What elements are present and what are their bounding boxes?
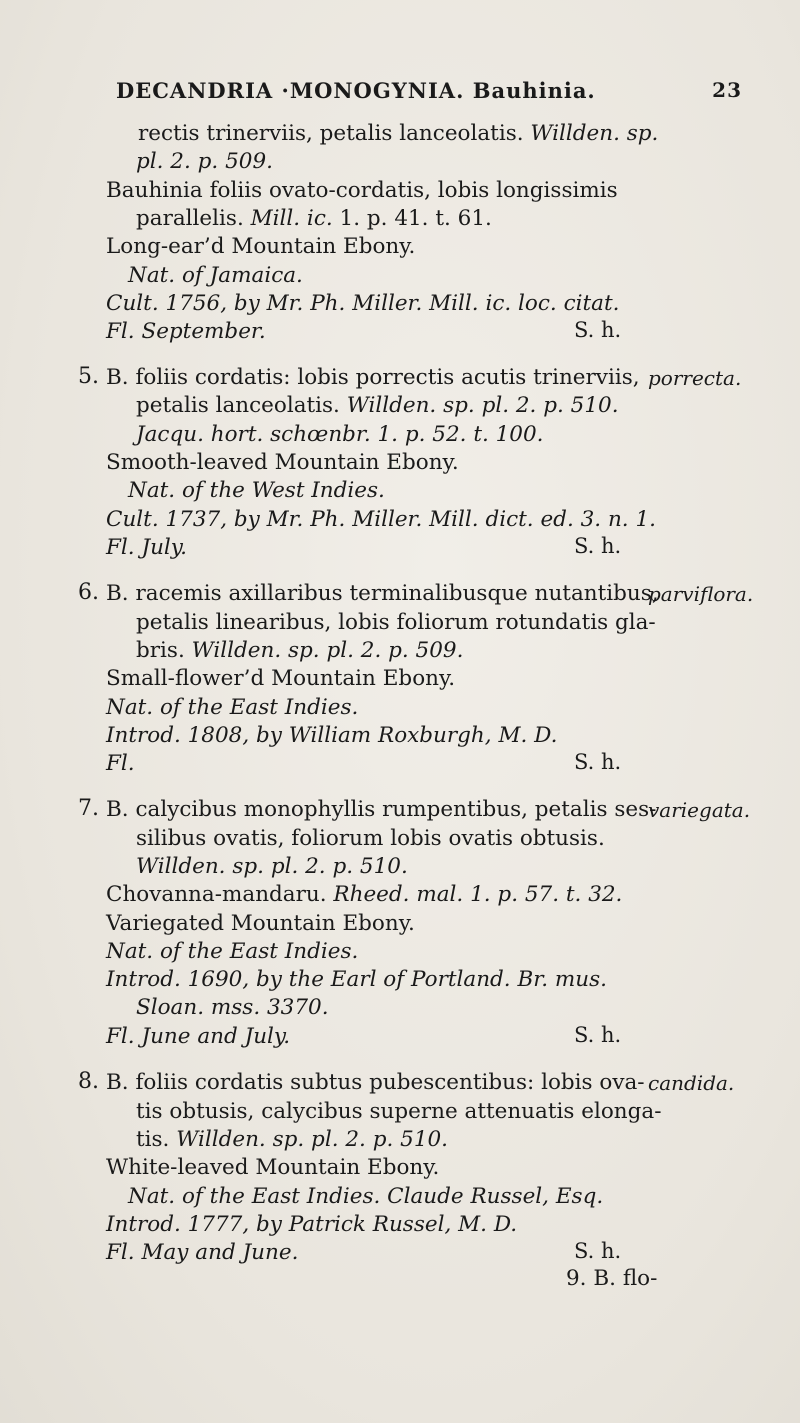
- habit-symbol: S. h.: [574, 318, 622, 342]
- reference: Mill. ic.: [250, 206, 333, 231]
- reference: Mill. dict. ed. 3. n. 1.: [429, 507, 656, 532]
- species-epithet: variegata.: [648, 798, 751, 822]
- species-number: 5.: [78, 364, 99, 389]
- flowering-time: Fl. May and June.: [106, 1240, 299, 1265]
- reference: Willden. sp. pl. 2. p. 509.: [191, 638, 464, 663]
- flowering-time: Fl. September.: [106, 319, 266, 344]
- diagnosis-line: B. foliis cordatis subtus pubescentibus: lobis ova-: [106, 1070, 645, 1095]
- diagnosis-line: petalis lanceolatis.: [136, 393, 340, 418]
- diagnosis-line: silibus ovatis, foliorum lobis ovatis obtusis.: [136, 826, 605, 851]
- habit-symbol: S. h.: [574, 1239, 622, 1263]
- reference: Willden. sp. pl. 2. p. 510.: [136, 854, 408, 879]
- species-epithet: parviflora.: [648, 582, 754, 606]
- species-number: 8.: [78, 1069, 99, 1094]
- species-number: 7.: [78, 796, 99, 821]
- introduction: Introd. 1690, by the Earl of Portland.: [106, 967, 511, 992]
- synonym-line: Chovanna-mandaru.: [106, 882, 327, 907]
- species-epithet: candida.: [648, 1071, 735, 1095]
- reference: pl. 2. p. 509.: [136, 149, 273, 174]
- page-number: 23: [712, 78, 742, 102]
- diagnosis-line: tis.: [136, 1127, 170, 1152]
- habit-symbol: S. h.: [574, 1023, 622, 1047]
- diagnosis-line: B. calycibus monophyllis rumpentibus, petalis ses-: [106, 797, 657, 822]
- reference: Willden. sp.: [530, 121, 659, 146]
- native-range: Nat. of the East Indies.: [106, 939, 359, 964]
- catchword: 9. B. flo-: [566, 1266, 658, 1291]
- flowering-time: Fl. July.: [106, 535, 187, 560]
- reference: Rheed. mal. 1. p. 57. t. 32.: [333, 882, 623, 907]
- species-epithet: porrecta.: [648, 366, 742, 390]
- species-number: 6.: [78, 580, 99, 605]
- synonym-line: Bauhinia foliis ovato-cordatis, lobis longissimis: [106, 178, 618, 203]
- reference: 1. p. 41. t. 61.: [339, 206, 492, 231]
- native-range: Nat. of the East Indies.: [128, 1184, 381, 1209]
- running-title: DECANDRIA ·MONOGYNIA. Bauhinia.: [116, 78, 596, 103]
- flowering-time: Fl.: [106, 751, 135, 776]
- synonym-line: parallelis.: [136, 206, 244, 231]
- native-range: Nat. of the West Indies.: [128, 478, 385, 503]
- habit-symbol: S. h.: [574, 534, 622, 558]
- reference: Br. mus.: [517, 967, 607, 992]
- native-range: Nat. of the East Indies.: [106, 695, 359, 720]
- cultivation: Cult. 1737, by Mr. Ph. Miller.: [106, 507, 423, 532]
- common-name: Small-flower’d Mountain Ebony.: [106, 666, 456, 691]
- flowering-time: Fl. June and July.: [106, 1024, 291, 1049]
- diagnosis-line: bris.: [136, 638, 185, 663]
- diagnosis-line: tis obtusis, calycibus superne attenuatis elonga-: [136, 1099, 662, 1124]
- introduction: Introd. 1777, by Patrick Russel, M. D.: [106, 1212, 518, 1237]
- cultivation: Cult. 1756, by Mr. Ph. Miller.: [106, 291, 423, 316]
- reference: Willden. sp. pl. 2. p. 510.: [176, 1127, 449, 1152]
- reference: Sloan. mss. 3370.: [136, 995, 329, 1020]
- common-name: Smooth-leaved Mountain Ebony.: [106, 450, 459, 475]
- introduction: Introd. 1808, by William Roxburgh, M. D.: [106, 723, 558, 748]
- reference: Willden. sp. pl. 2. p. 510.: [346, 393, 619, 418]
- diagnosis-line: B. foliis cordatis: lobis porrectis acutis trinerviis,: [106, 365, 640, 390]
- reference: Claude Russel, Esq.: [387, 1184, 604, 1209]
- native-range: Nat. of Jamaica.: [128, 263, 303, 288]
- common-name: White-leaved Mountain Ebony.: [106, 1155, 440, 1180]
- habit-symbol: S. h.: [574, 750, 622, 774]
- reference: Mill. ic. loc. citat.: [429, 291, 620, 316]
- diagnosis-line: petalis linearibus, lobis foliorum rotundatis gla-: [136, 610, 656, 635]
- common-name: Variegated Mountain Ebony.: [106, 911, 415, 936]
- common-name: Long-ear’d Mountain Ebony.: [106, 234, 416, 259]
- diagnosis-line: rectis trinerviis, petalis lanceolatis.: [138, 121, 524, 146]
- reference: Jacqu. hort. schœnbr. 1. p. 52. t. 100.: [136, 422, 544, 447]
- diagnosis-line: B. racemis axillaribus terminalibusque nutantibus,: [106, 581, 659, 606]
- running-header: [116, 78, 760, 108]
